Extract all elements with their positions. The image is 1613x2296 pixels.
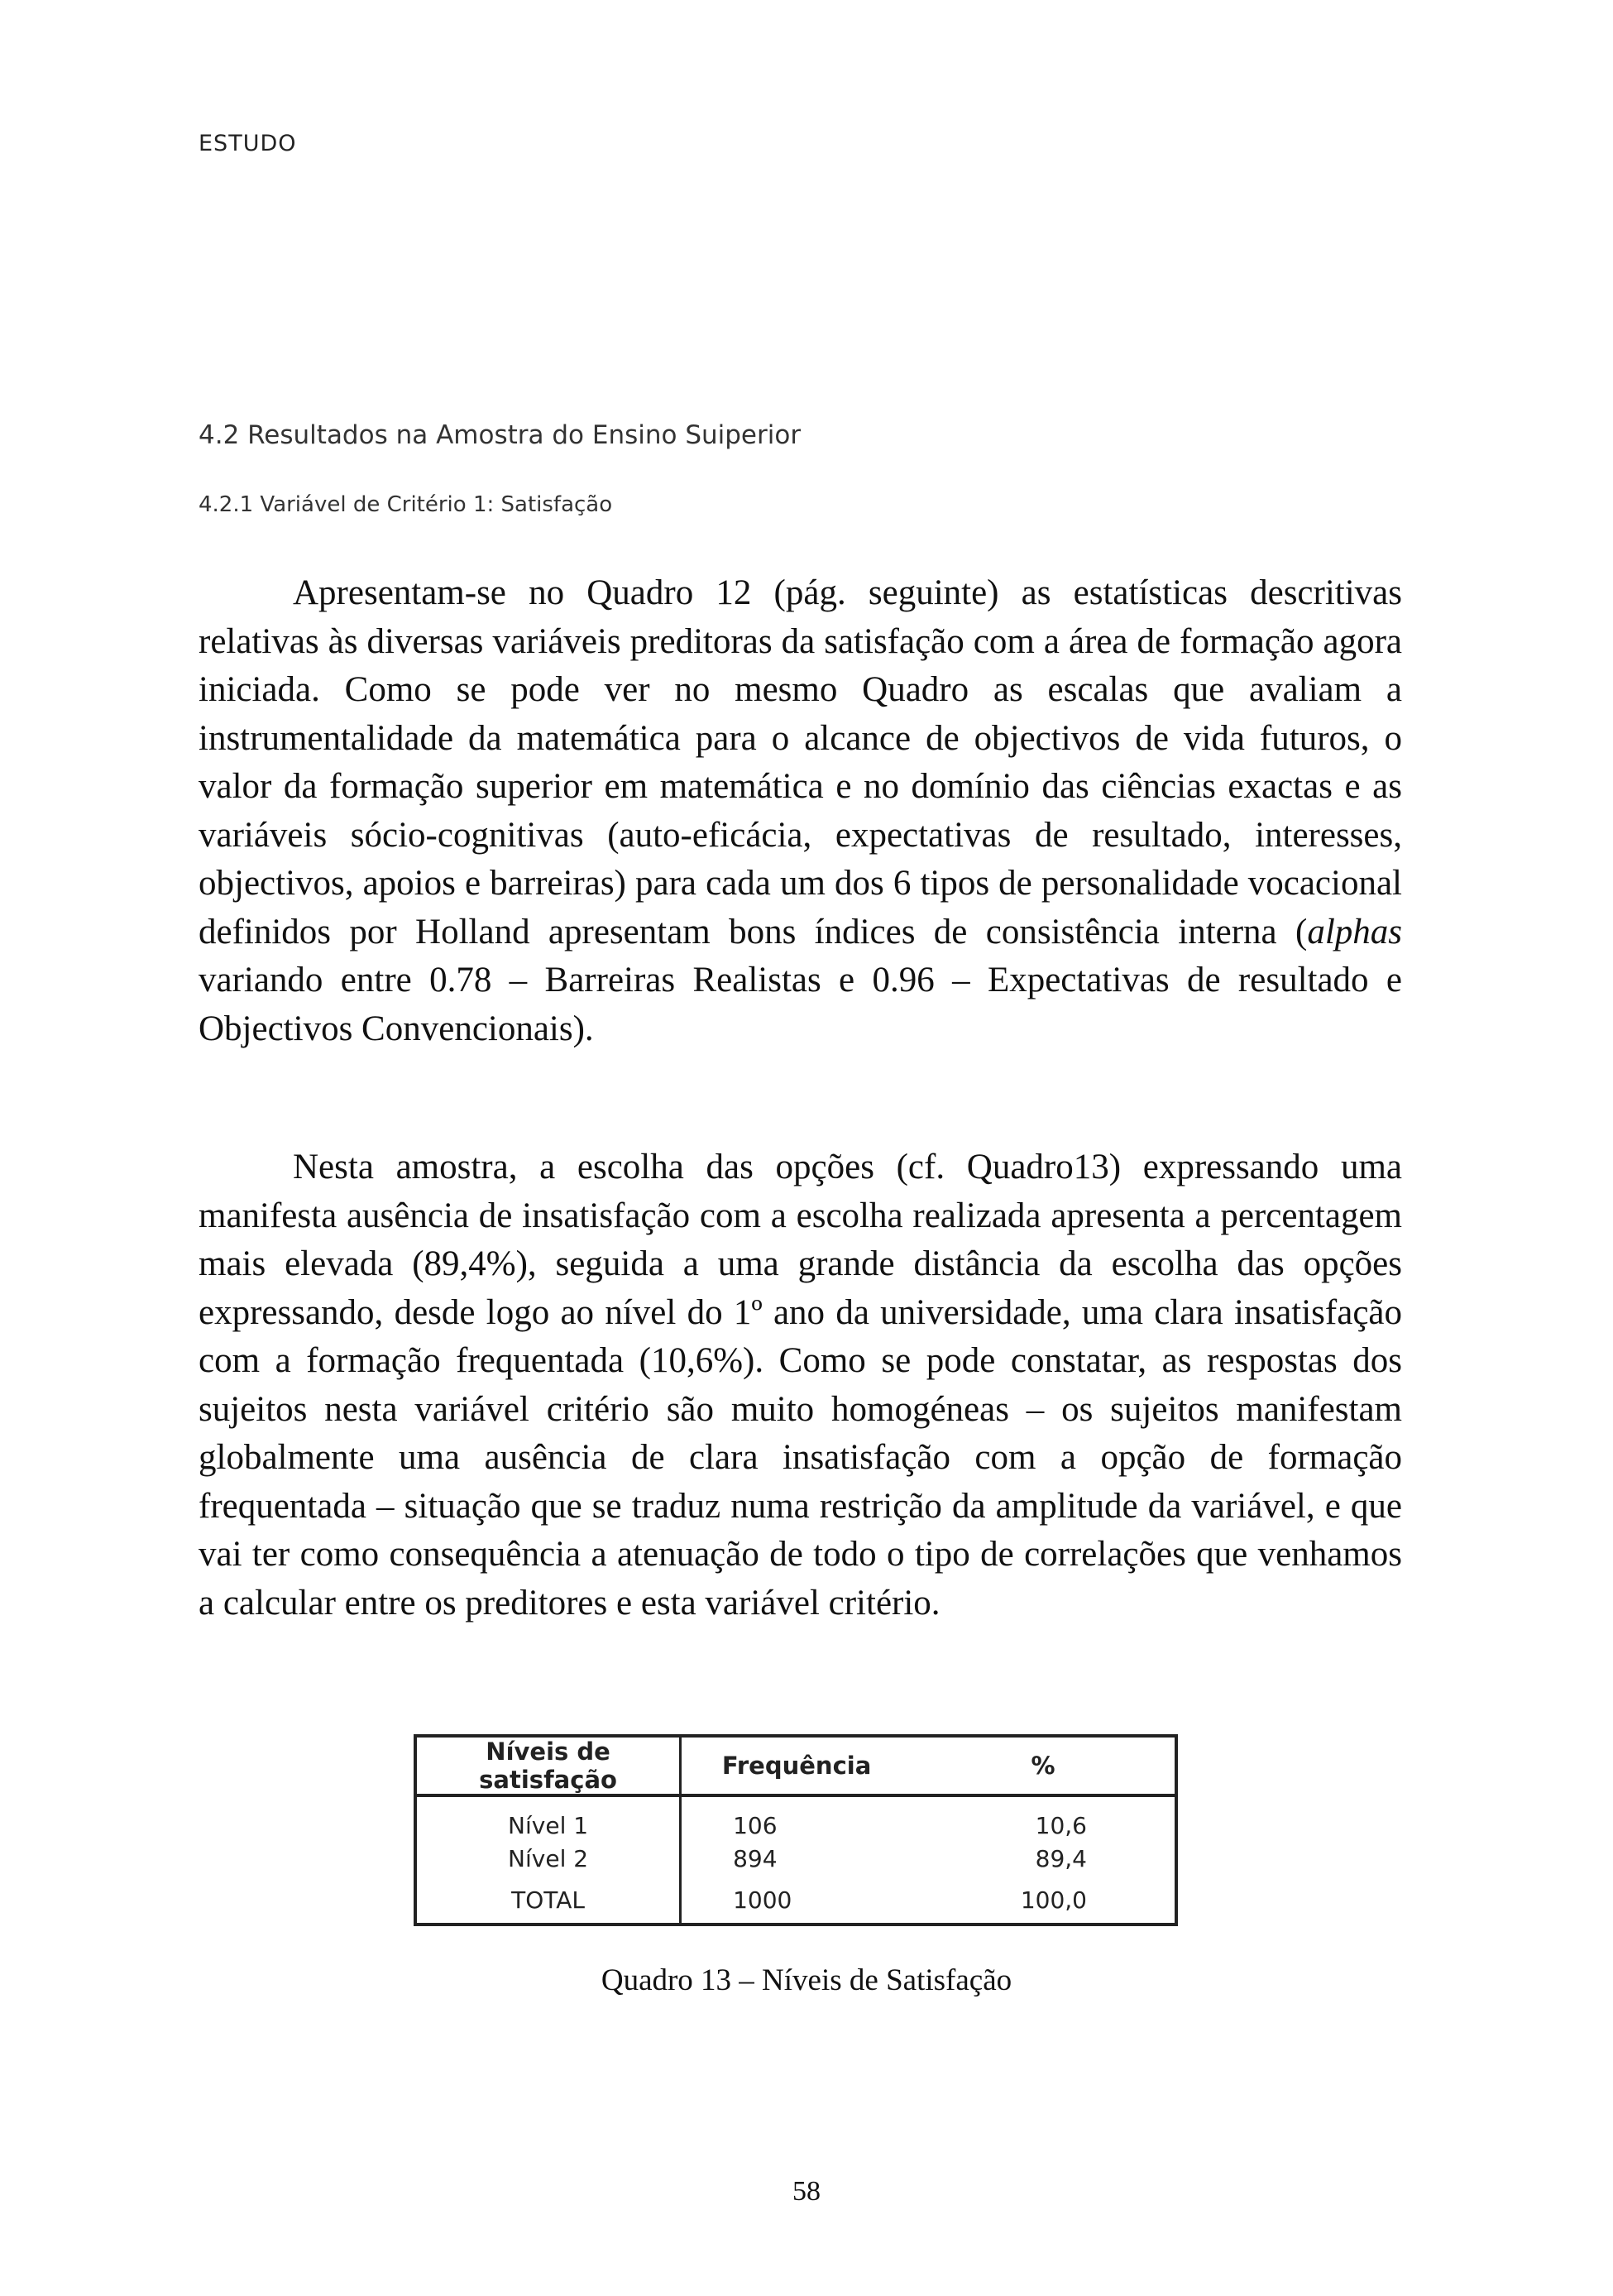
table-row [415,1842,1176,1875]
paragraph-2: Nesta amostra, a escolha das opções (cf. Quadro13) expressando uma manifesta ausência de insatisfação com a escolha realizada apresenta a percentagem mais elevada (89,4%), seguida a uma grande distância da escolha das opções expressando, desde logo ao nível do 1º ano da universidade, uma clara insatisfação com a formação frequentada (10,6%). Como se pode constatar, as respostas dos sujeitos nesta variável critério são muito homogéneas – os sujeitos manifestam globalmente uma ausência de clara insatisfação com a opção de formação frequentada – situação que se traduz numa restrição da amplitude da variável, e que vai ter como consequência a atenuação de todo o tipo de correlações que venhamos a calcular entre os preditores e esta variável critério. [199,1148,1402,1623]
cell-frequency: 1000 [733,1886,792,1914]
cell-percent: 100,0 [1020,1886,1087,1914]
cell-percent: 89,4 [1035,1844,1087,1872]
paragraph-1-emphasis: alphas [1307,912,1402,951]
table-header-row [415,1736,1176,1795]
cell-level: Nível 1 [415,1795,681,1842]
satisfaction-table [414,1734,1178,1926]
page-number: 58 [792,2176,821,2207]
running-head: ESTUDO [199,131,297,156]
cell-frequency: 894 [733,1844,778,1872]
cell-level: Nível 2 [415,1842,681,1875]
cell-level: TOTAL [415,1875,681,1925]
table-caption: Quadro 13 – Níveis de Satisfação [601,1963,1012,1997]
table-row [415,1795,1176,1842]
cell-percent: 10,6 [1035,1811,1087,1839]
paragraph-1-text-b: variando entre 0.78 – Barreiras Realistas e 0.96 – Expectativas de resultado e Objectivos Convencionais). [199,961,1402,1048]
subsection-title: 4.2.1 Variável de Critério 1: Satisfação [199,492,613,517]
table-row-total [415,1875,1176,1925]
paragraph-1 [199,569,1402,1053]
cell-frequency: 106 [733,1811,778,1839]
header-levels: Níveis de satisfação [415,1736,681,1795]
header-percent: % [912,1736,1176,1795]
paragraph-1-text-a: Apresentam-se no Quadro 12 (pág. seguinte) as estatísticas descritivas relativas às diversas variáveis preditoras da satisfação com a área de formação agora iniciada. Como se pode ver no mesmo Quadro as escalas que avaliam a instrumentalidade da matemática para o alcance de objectivos de vida futuros, o valor da formação superior em matemática e no domínio das ciências exactas e as variáveis sócio-cognitivas (auto-eficácia, expectativas de resultado, interesses, objectivos, apoios e barreiras) para cada um dos 6 tipos de personalidade vocacional definidos por Holland apresentam bons índices de consistência interna ( [199,573,1402,951]
section-title: 4.2 Resultados na Amostra do Ensino Suiperior [199,420,802,450]
header-frequency: Frequência [681,1736,912,1795]
